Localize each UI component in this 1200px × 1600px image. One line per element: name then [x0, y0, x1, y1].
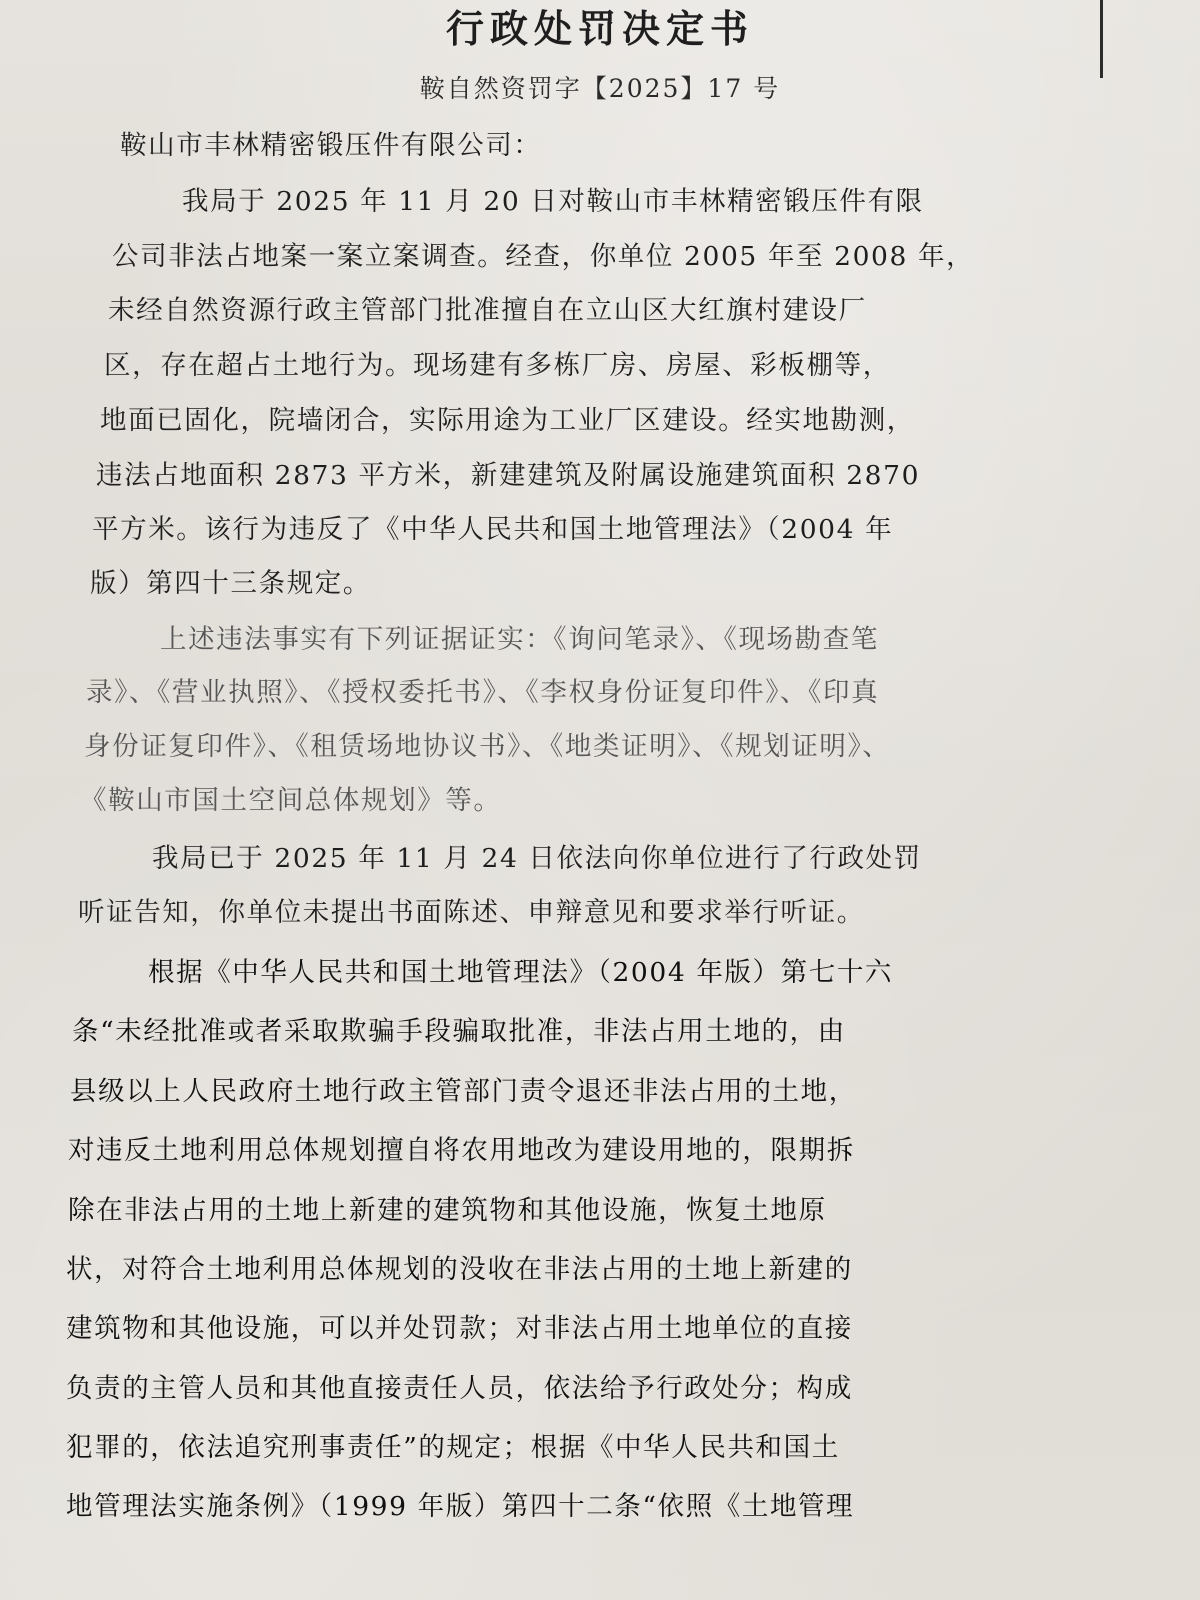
- body-line: 我局于 2025 年 11 月 20 日对鞍山市丰林精密锻压件有限: [182, 186, 924, 217]
- body-line: 条“未经批准或者采取欺骗手段骗取批准，非法占用土地的，由: [72, 1016, 846, 1047]
- body-line: 县级以上人民政府土地行政主管部门责令退还非法占用的土地，: [70, 1076, 857, 1107]
- addressee-line: 鞍山市丰林精密锻压件有限公司：: [120, 130, 542, 161]
- body-line: 平方米。该行为违反了《中华人民共和国土地管理法》（2004 年: [92, 514, 894, 545]
- body-line: 身份证复印件》、《租赁场地协议书》、《地类证明》、《规划证明》、: [84, 731, 891, 762]
- body-line: 版）第四十三条规定。: [90, 568, 371, 599]
- body-line: 听证告知，你单位未提出书面陈述、申辩意见和要求举行听证。: [78, 897, 865, 928]
- body-line: 《鞍山市国土空间总体规划》等。: [80, 785, 502, 816]
- document-title: 行政处罚决定书: [445, 6, 754, 51]
- body-line: 除在非法占用的土地上新建的建筑物和其他设施，恢复土地原: [68, 1195, 827, 1226]
- document-number: 鞍自然资罚字【2025】17 号: [419, 74, 781, 103]
- body-line: 对违反土地利用总体规划擅自将农用地改为建设用地的，限期拆: [68, 1135, 855, 1166]
- body-line: 负责的主管人员和其他直接责任人员，依法给予行政处分；构成: [66, 1373, 853, 1404]
- body-line: 上述违法事实有下列证据证实：《询问笔录》、《现场勘查笔: [160, 624, 879, 655]
- body-line: 状，对符合土地利用总体规划的没收在非法占用的土地上新建的: [66, 1254, 853, 1285]
- body-line: 区，存在超占土地行为。现场建有多栋厂房、房屋、彩板棚等，: [104, 350, 891, 381]
- body-line: 违法占地面积 2873 平方米，新建建筑及附属设施建筑面积 2870: [96, 460, 921, 491]
- body-line: 地面已固化，院墙闭合，实际用途为工业厂区建设。经实地勘测，: [100, 405, 915, 436]
- body-line: 建筑物和其他设施，可以并处罚款；对非法占用土地单位的直接: [66, 1313, 853, 1344]
- body-line: 录》、《营业执照》、《授权委托书》、《李权身份证复印件》、《印真: [86, 677, 880, 708]
- body-line: 我局已于 2025 年 11 月 24 日依法向你单位进行了行政处罚: [152, 843, 922, 874]
- body-line: 地管理法实施条例》（1999 年版）第四十二条“依照《土地管理: [66, 1491, 855, 1522]
- body-line: 根据《中华人民共和国土地管理法》（2004 年版）第七十六: [148, 957, 894, 988]
- body-line: 公司非法占地案一案立案调查。经查，你单位 2005 年至 2008 年，: [112, 241, 975, 272]
- body-line: 犯罪的，依法追究刑事责任”的规定；根据《中华人民共和国土: [66, 1432, 840, 1463]
- body-line: 未经自然资源行政主管部门批准擅自在立山区大红旗村建设厂: [108, 295, 867, 326]
